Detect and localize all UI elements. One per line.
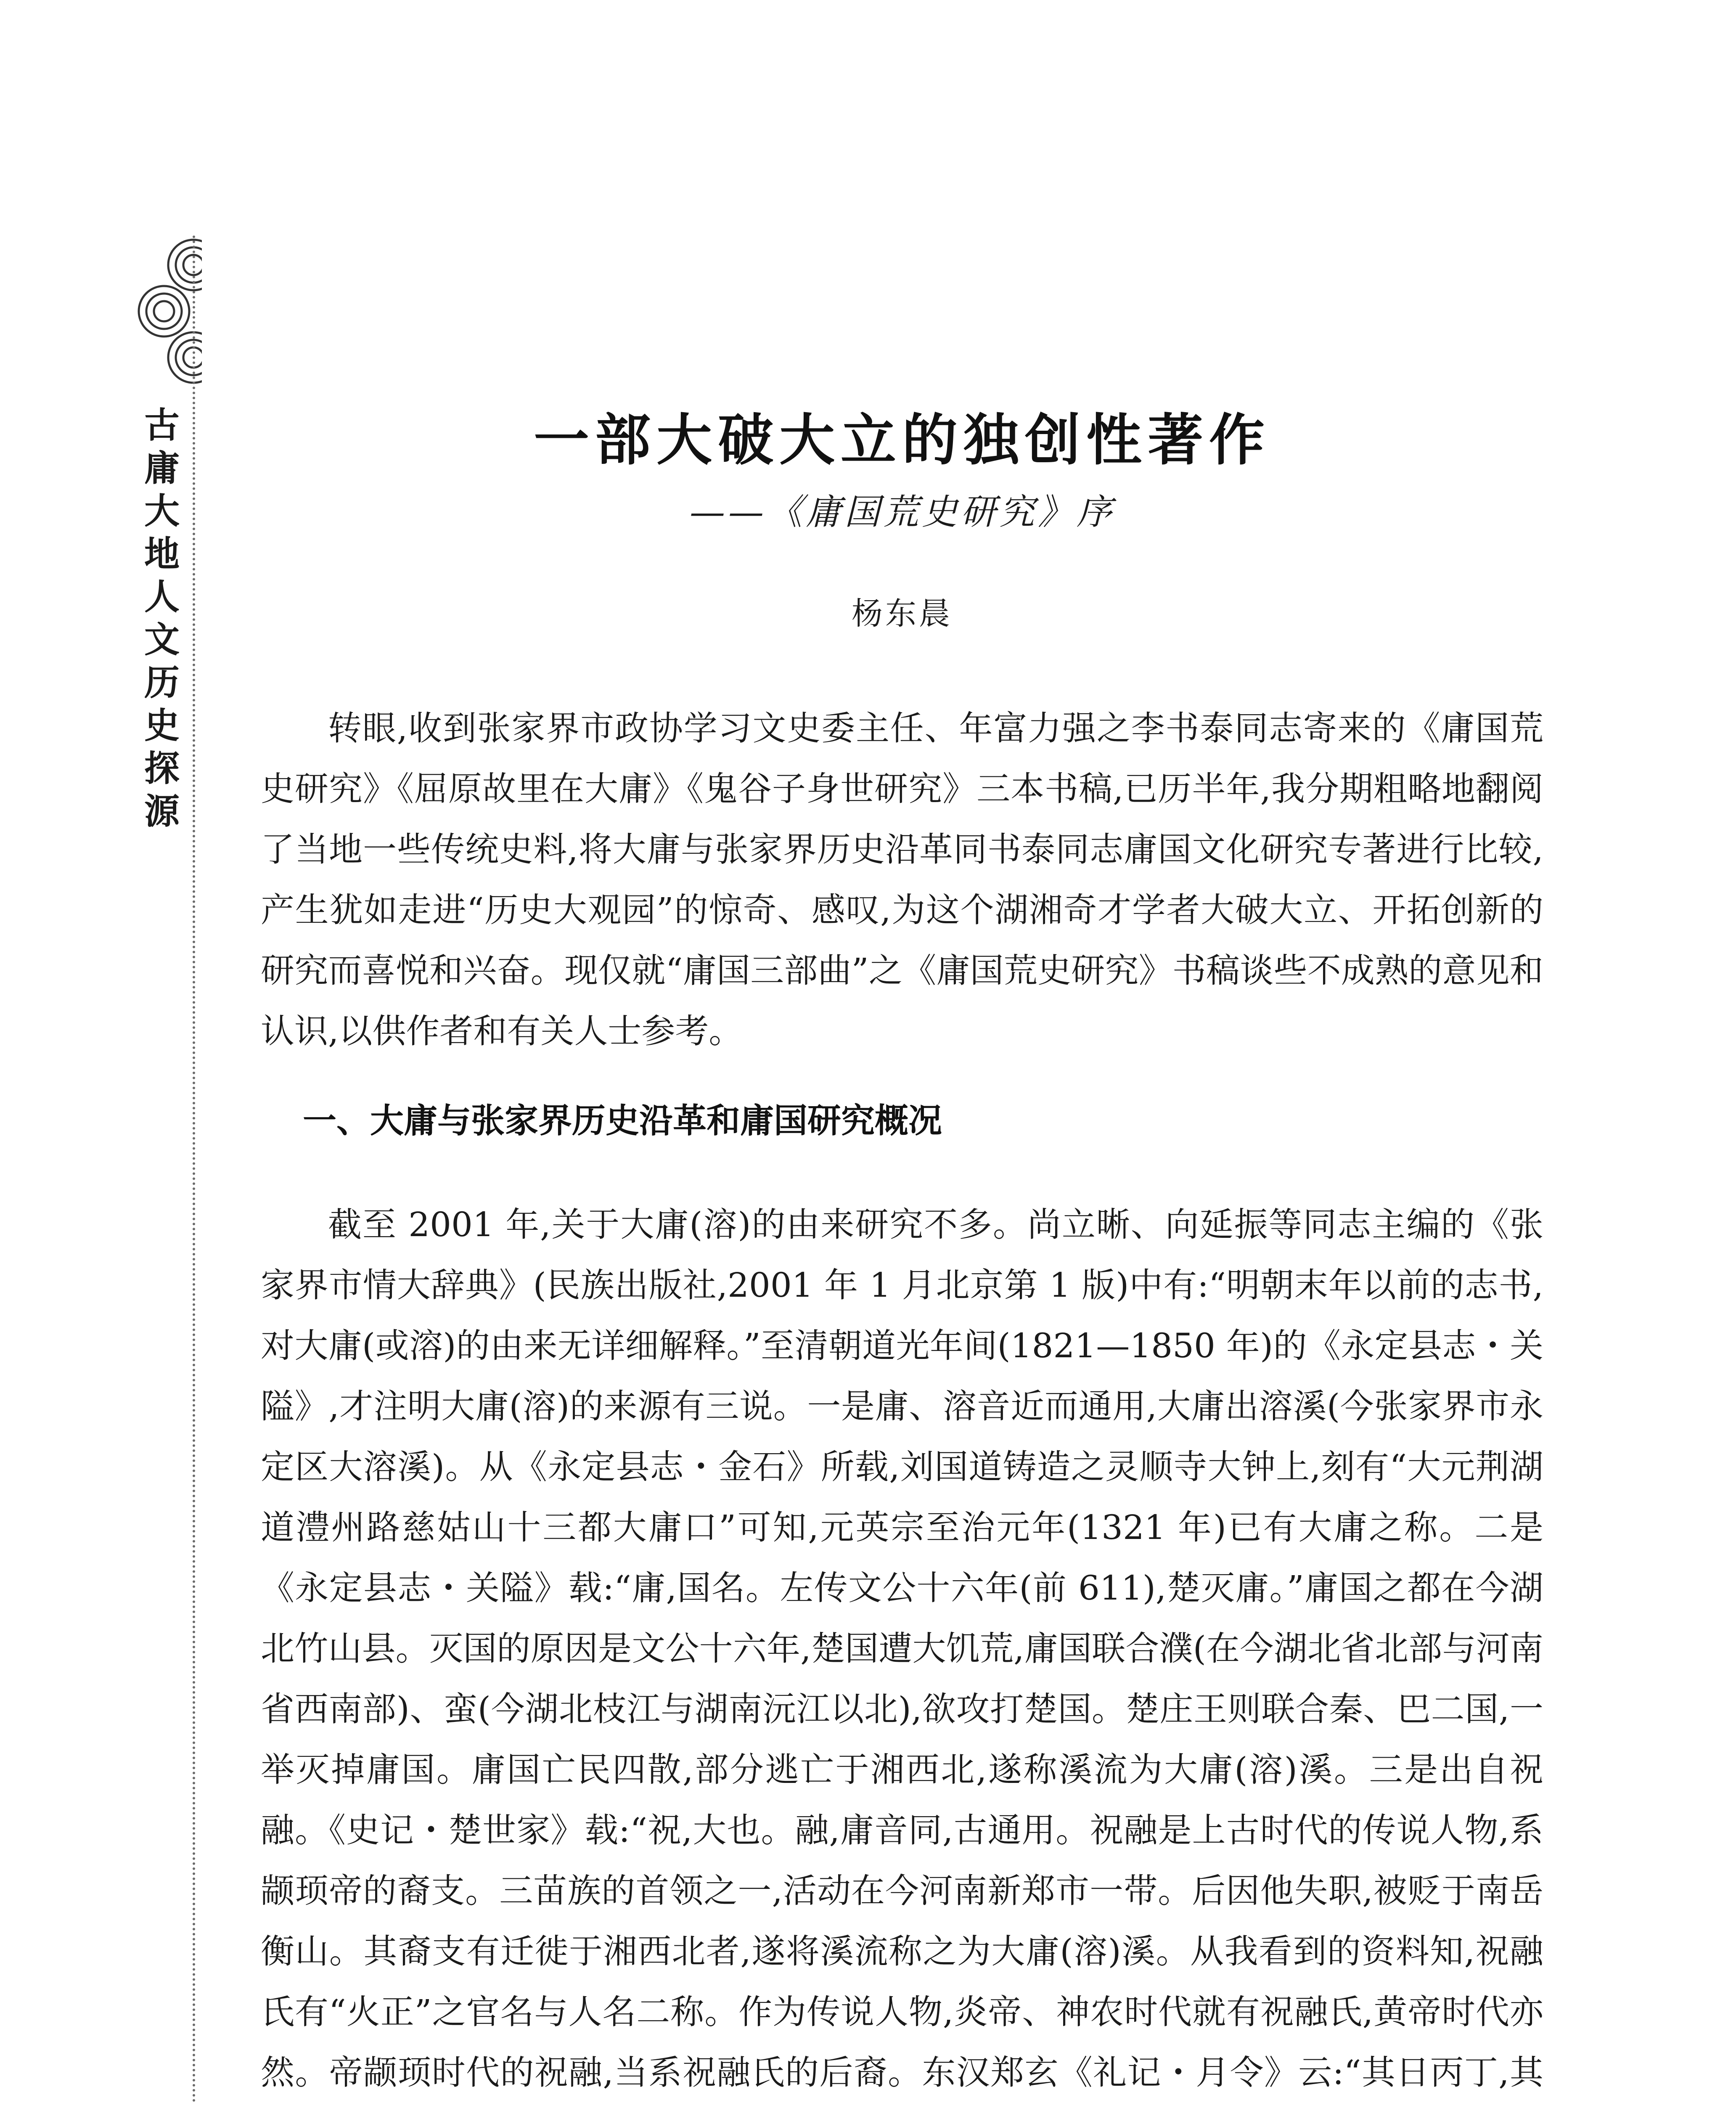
series-title-char: 古 [144,405,180,446]
series-title-char: 源 [144,791,180,832]
series-title-char: 历 [144,662,180,703]
section-body-paragraph: 截至 2001 年,关于大庸(溶)的由来研究不多。尚立晰、向延振等同志主编的《张家界市情大辞典》(民族出版社,2001 年 1 月北京第 1 版)中有:“明朝末年以前的志书,对大庸(或溶)的由来无详细解释。”至清朝道光年间(1821—1850 年)的《永定县志・关隘》,才注明大庸(溶)的来源有三说。一是庸、溶音近而通用,大庸出溶溪(今张家界市永定区大溶溪)。从《永定县志・金石》所载,刘国道铸造之灵顺寺大钟上,刻有“大元荆湖道澧州路慈姑山十三都大庸口”可知,元英宗至治元年(1321 年)已有大庸之称。二是《永定县志・关隘》载:“庸,国名。左传文公十六年(前 611),楚灭庸。”庸国之都在今湖北竹山县。灭国的原因是文公十六年,楚国遭大饥荒,庸国联合濮(在今湖北省北部与河南省西南部)、蛮(今湖北枝江与湖南沅江以北),欲攻打楚国。楚庄王则联合秦、巴二国,一举灭掉庸国。庸国亡民四散,部分逃亡于湘西北,遂称溪流为大庸(溶)溪。三是出自祝融。《史记・楚世家》载:“祝,大也。融,庸音同,古通用。祝融是上古时代的传说人物,系颛顼帝的裔支。三苗族的首领之一,活动在今河南新郑市一带。后因他失职,被贬于南岳衡山。其裔支有迁徙于湘西北者,遂将溪流称之为大庸(溶)溪。从我看到的资料知,祝融氏有“火正”之官名与人名二称。作为传说人物,炎帝、神农时代就有祝融氏,黄帝时代亦然。帝颛顼时代的祝融,当系祝融氏的后裔。东汉郑玄《礼记・月令》云:“其日丙丁,其 [261,1205,1543,2092]
series-title-char: 大 [144,490,180,532]
series-title-char: 庸 [144,448,180,489]
series-title-char: 人 [144,576,180,617]
section-heading: 一、大庸与张家界历史沿革和庸国研究概况 [303,1101,942,1140]
series-title-char: 文 [144,619,180,660]
article-author: 杨东晨 [852,596,953,632]
intro-paragraph: 转眼,收到张家界市政协学习文史委主任、年富力强之李书泰同志寄来的《庸国荒史研究》《屈原故里在大庸》《鬼谷子身世研究》三本书稿,已历半年,我分期粗略地翻阅了当地一些传统史料,将大庸与张家界历史沿革同书泰同志庸国文化研究专著进行比较,产生犹如走进“历史大观园”的惊奇、感叹,为这个湖湘奇才学者大破大立、开拓创新的研究而喜悦和兴奋。现仅就“庸国三部曲”之《庸国荒史研究》书稿谈些不成熟的意见和认识,以供作者和有关人士参考。 [261,709,1543,1051]
series-title-char: 探 [144,748,180,789]
article-title: 一部大破大立的独创性著作 [534,408,1270,473]
article-subtitle: ——《庸国荒史研究》序 [690,491,1116,532]
series-title-char: 地 [144,533,180,575]
concentric-circles-ornament-icon [126,236,202,387]
margin-dotted-rule [193,236,195,2103]
series-title-char: 史 [144,705,180,746]
series-title-vertical [139,404,185,833]
